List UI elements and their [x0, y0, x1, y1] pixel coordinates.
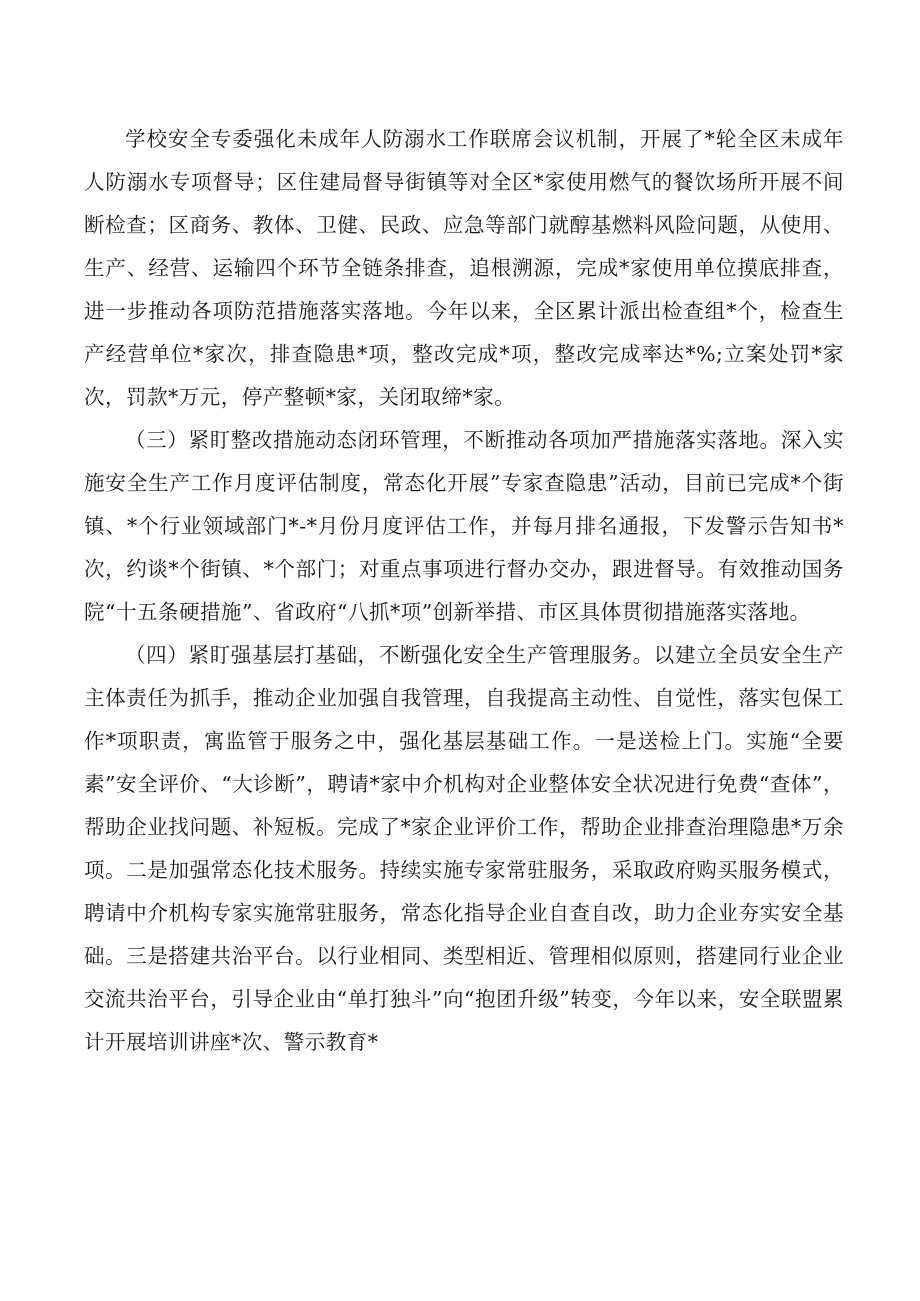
paragraph-safety-committee: 学校安全专委强化未成年人防溺水工作联席会议机制，开展了*轮全区未成年人防溺水专项督导；区住建局督导街镇等对全区*家使用燃气的餐饮场所开展不间断检查；区商务、教体、卫健、民政、应急等部门就醇基燃料风险问题，从使用、生产、经营、运输四个环节全链条排查，追根溯源，完成*家使用单位摸底排查，进一步推动各项防范措施落实落地。今年以来，全区累计派出检查组*个，检查生产经营单位*家次，排查隐患*项，整改完成*项，整改完成率达*%;立案处罚*家次，罚款*万元，停产整顿*家，关闭取缔*家。 — [84, 127, 844, 409]
paragraph-section-three: （三）紧盯整改措施动态闭环管理，不断推动各项加严措施落实落地。深入实施安全生产工作月度评估制度，常态化开展”专家查隐患”活动，目前已完成*个街镇、*个行业领域部门*-*月份月度评估工作，并每月排名通报，下发警示告知书*次，约谈*个街镇、*个部门；对重点事项进行督办交办，跟进督导。有效推动国务院“十五条硬措施”、省政府“八抓*项”创新举措、市区具体贯彻措施落实落地。 — [84, 428, 844, 624]
document-page — [84, 118, 844, 1064]
paragraph-section-four: （四）紧盯强基层打基础，不断强化安全生产管理服务。以建立全员安全生产主体责任为抓手，推动企业加强自我管理，自我提高主动性、自觉性，落实包保工作*项职责，寓监管于服务之中，强化基层基础工作。一是送检上门。实施“全要素”安全评价、“大诊断”，聘请*家中介机构对企业整体安全状况进行免费“查体”，帮助企业找问题、补短板。完成了*家企业评价工作，帮助企业排查治理隐患*万余项。二是加强常态化技术服务。持续实施专家常驻服务，采取政府购买服务模式，聘请中介机构专家实施常驻服务，常态化指导企业自查自改，助力企业夯实安全基础。三是搭建共治平台。以行业相同、类型相近、管理相似原则，搭建同行业企业交流共治平台，引导企业由“单打独斗”向“抱团升级”转变，今年以来，安全联盟累计开展培训讲座*次、警示教育* — [84, 643, 844, 1054]
